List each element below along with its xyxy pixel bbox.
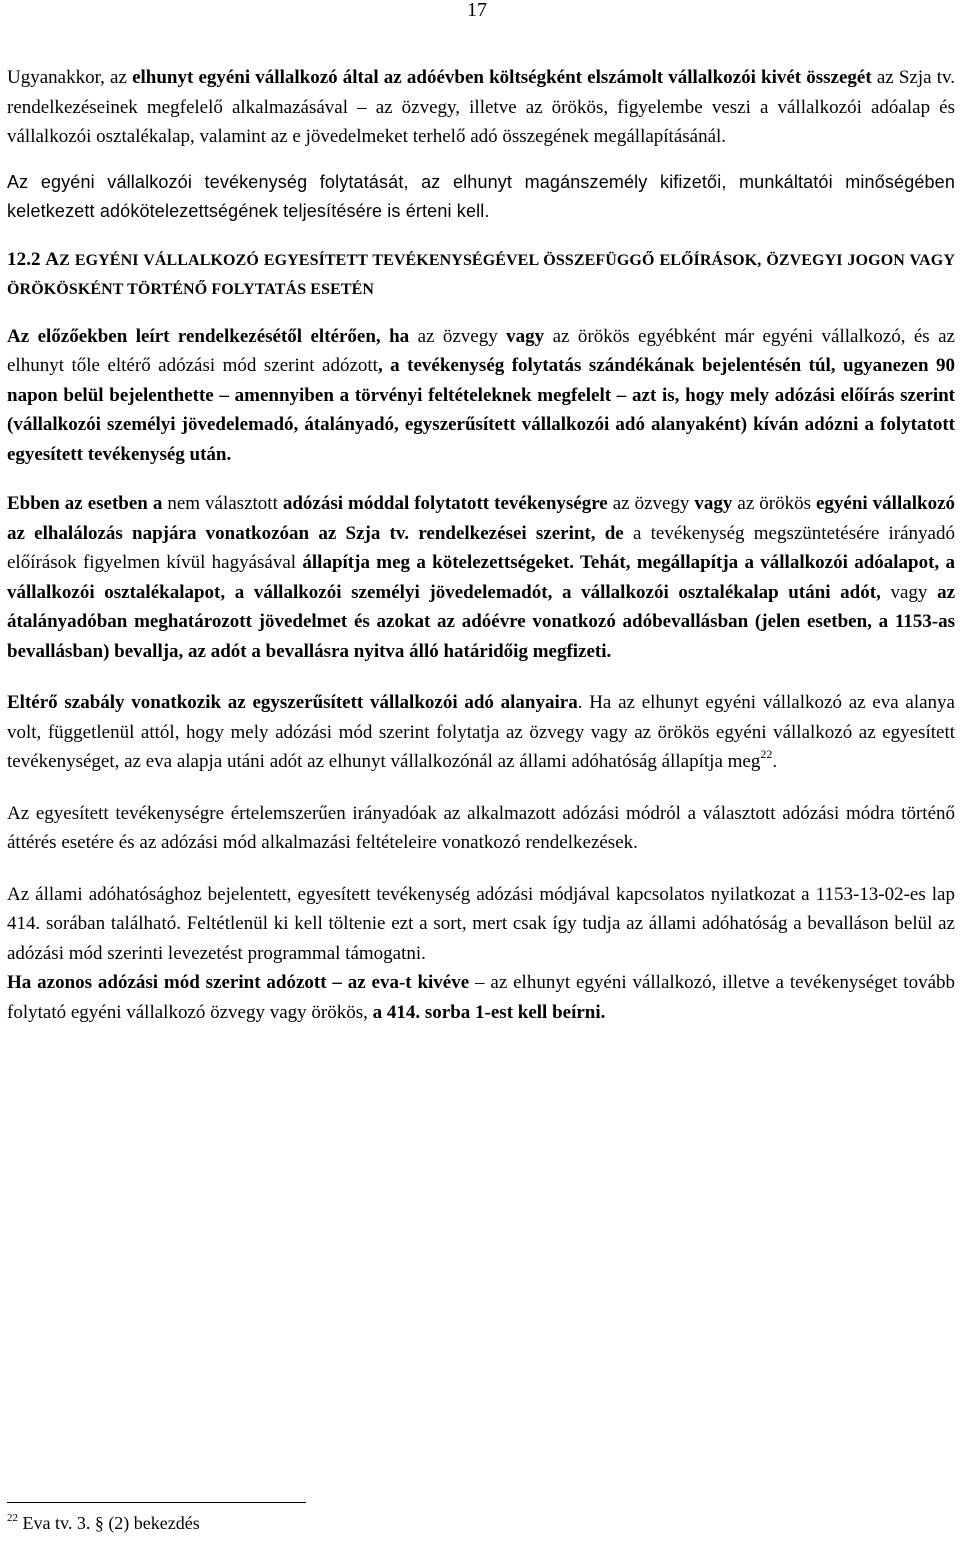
bold-span: Ebben az esetben a <box>7 493 163 514</box>
text-span: az örökös egyébként már egyéni vállalkozó, és az elhunyt tőle eltérő adózási mód szerint adózott <box>7 325 955 376</box>
footnote-divider <box>7 1502 306 1503</box>
bold-span: vagy <box>506 325 545 347</box>
bold-span: Ha azonos adózási mód szerint adózott – az eva-t kivéve <box>7 972 470 993</box>
section-heading <box>7 245 955 305</box>
paragraph-7: Az állami adóhatósághoz bejelentett, egyesített tevékenység adózási módjával kapcsolatos nyilatkozat a 1153-13-02-es lap 414. sorában található. Feltétlenül ki kell töltenie ezt a sort, mert csak így tudja az állami adóhatóság a bevalláson belül az adózási mód szerinti levezetést programmal támogatni. <box>7 883 955 964</box>
heading-initial: A <box>45 248 60 270</box>
bold-span: egyéni vállalkozó az elhalálozás napjára vonatkozóan az Szja tv. rendelkezései szerint, de <box>7 493 956 544</box>
bold-span: vagy <box>694 493 733 514</box>
text-span: vagy <box>880 581 938 603</box>
bold-span: az átalányadóban meghatározott jövedelmet és azokat az adóévre vonatkozó adóbevallásban (jelen esetben, a 1153-as bevallásban) bevallja, az adót a bevallásra nyitva álló határidőig megfizeti. <box>7 581 956 662</box>
text-span: az Szja tv. rendelkezéseinek megfelelő alkalmazásával – az özvegy, illetve az örökös, figyelembe veszi a vállalkozói adóalap és vállalkozói osztalékalap, valamint az e jövedelmeket terhelő adó összegének megállapításánál. <box>7 67 955 147</box>
paragraph-2: Az egyéni vállalkozói tevékenység folytatását, az elhunyt magánszemély kifizetői, munkáltatói minőségében keletkezett adókötelezettségének teljesítésére is érteni kell. <box>7 171 955 221</box>
paragraph-1 <box>7 63 955 152</box>
text-span: nem választott <box>162 493 283 514</box>
text-span: Ugyanakkor, az <box>7 67 133 88</box>
footnote-text: Eva tv. 3. § (2) bekezdés <box>18 1513 200 1533</box>
footnote-reference[interactable]: 22 <box>760 747 773 761</box>
paragraph-5 <box>7 688 955 777</box>
paragraph-8 <box>7 968 955 1027</box>
bold-span: , a tevékenység folytatás szándékának bejelentésén túl, ugyanezen 90 napon belül bejelenthette – amennyiben a törvényi feltételeknek megfelelt – azt is, hogy mely adózási előírás szerint (vállalkozói személyi jövedelemadó, átalányadó, egyszerűsített vállalkozói adó alanyaként) kíván adózni a folytatott egyesített tevékenység után. <box>7 355 956 465</box>
paragraph-6: Az egyesített tevékenységre értelemszerűen irányadóak az alkalmazott adózási módról a választott adózási módra történő áttérés esetére és az adózási mód alkalmazási feltételeire vonatkozó rendelkezések. <box>7 802 955 853</box>
document-body <box>7 63 955 1027</box>
page-number: 17 <box>467 0 487 21</box>
text-span: . <box>772 751 778 772</box>
bold-span: Eltérő szabály vonatkozik az egyszerűsített vállalkozói adó alanyaira <box>7 692 578 713</box>
bold-span: Az előzőekben leírt rendelkezésétől eltérően, ha <box>7 325 410 347</box>
bold-span: állapítja meg a kötelezettségeket. Tehát, megállapítja a vállalkozói adóalapot, a vállalkozói osztalékalapot, a vállalkozói személyi jövedelemadót, a vállalkozói osztalékalap utáni adót, <box>7 552 955 603</box>
text-span: az özvegy <box>409 325 507 347</box>
section-number: 12.2 <box>7 248 46 270</box>
paragraph-3 <box>7 322 955 470</box>
text-span: a tevékenység megszüntetésére irányadó előírások figyelmen kívül hagyásával <box>7 522 955 573</box>
paragraph-4 <box>7 489 955 666</box>
bold-span: a 414. sorba 1-est kell beírni. <box>372 1001 606 1023</box>
text-span: az örökös <box>732 493 816 514</box>
footnote <box>7 1511 200 1535</box>
text-span: . Ha az elhunyt egyéni vállalkozó az eva alanya volt, függetlenül attól, hogy mely adózási mód szerint folytatja az özvegy vagy az örökös egyéni vállalkozó az egyesített tevékenységet, az eva alapja utáni adót az elhunyt vállalkozónál az állami adóhatóság állapítja meg <box>7 692 955 772</box>
bold-span: elhunyt egyéni vállalkozó által az adóévben költségként elszámolt vállalkozói kivét összegét <box>132 67 872 88</box>
text-span: az özvegy <box>607 493 695 514</box>
footnote-number: 22 <box>7 1512 18 1524</box>
bold-span: adózási móddal folytatott tevékenységre <box>282 493 608 514</box>
text-span: – az elhunyt egyéni vállalkozó, illetve a tevékenységet tovább folytató egyéni vállalkozó özvegy vagy örökös, <box>7 972 955 1023</box>
heading-text: Z EGYÉNI VÁLLALKOZÓ EGYESÍTETT TEVÉKENYSÉGÉVEL ÖSSZEFÜGGŐ ELŐÍRÁSOK, ÖZVEGYI JOGON VAGY ÖRÖKÖSKÉNT TÖRTÉNŐ FOLYTATÁS ESETÉN <box>7 251 956 298</box>
